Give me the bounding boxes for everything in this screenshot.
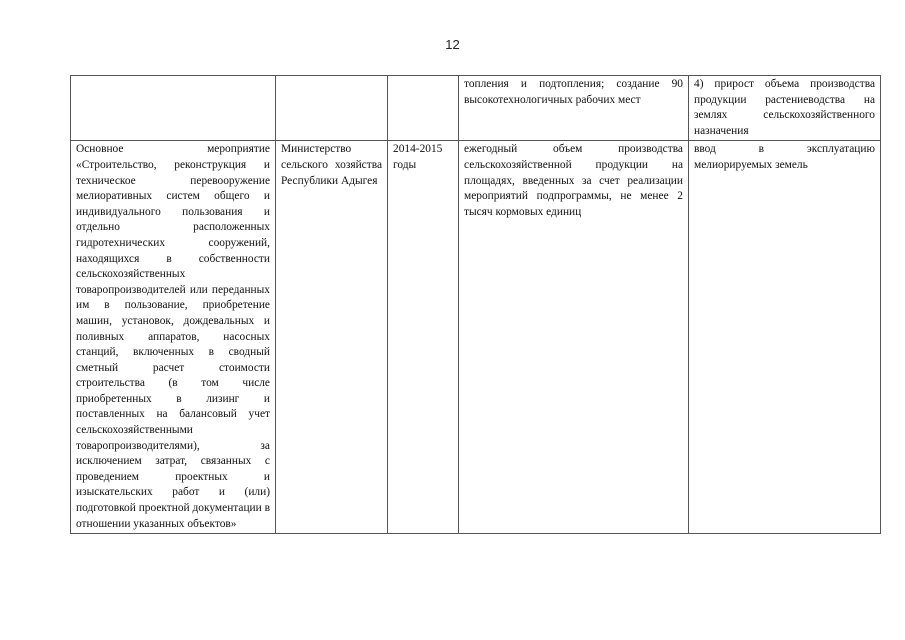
program-table — [70, 75, 881, 534]
cell-expected-result: топления и подтопления; создание 90 высокотехнологичных рабочих мест — [459, 76, 689, 141]
cell-indicator: ввод в эксплуатацию мелиорируемых земель — [689, 141, 881, 534]
cell-executor: Министерство сельского хозяйства Республики Адыгея — [276, 141, 388, 534]
cell-executor — [276, 76, 388, 141]
cell-period: 2014-2015 годы — [388, 141, 459, 534]
cell-measure-name: Основное мероприятие «Строительство, реконструкция и техническое перевооружение мелиоративных систем общего и индивидуального пользования и отдельно расположенных гидротехнических сооружений, находящихся в собственности сельскохозяйственных товаропроизводителей или переданных им в пользование, приобретение машин, установок, дождевальных и поливных аппаратов, насосных станций, включенных в сводный сметный расчет стоимости строительства (в том числе приобретенных в лизинг и поставленных на балансовый учет сельскохозяйственными товаропроизводителями), за исключением затрат, связанных с проведением проектных и изыскательских работ и (или) подготовкой проектной документации в отношении указанных объектов» — [71, 141, 276, 534]
cell-measure-name — [71, 76, 276, 141]
table-row-main-measure — [71, 141, 881, 534]
page-number: 12 — [445, 37, 460, 52]
cell-indicator: 4) прирост объема производства продукции растениеводства на землях сельскохозяйственного назначения — [689, 76, 881, 141]
table-row-continuation — [71, 76, 881, 141]
cell-period — [388, 76, 459, 141]
cell-expected-result: ежегодный объем производства сельскохозяйственной продукции на площадях, введенных за счет реализации мероприятий подпрограммы, не менее 2 тысяч кормовых единиц — [459, 141, 689, 534]
